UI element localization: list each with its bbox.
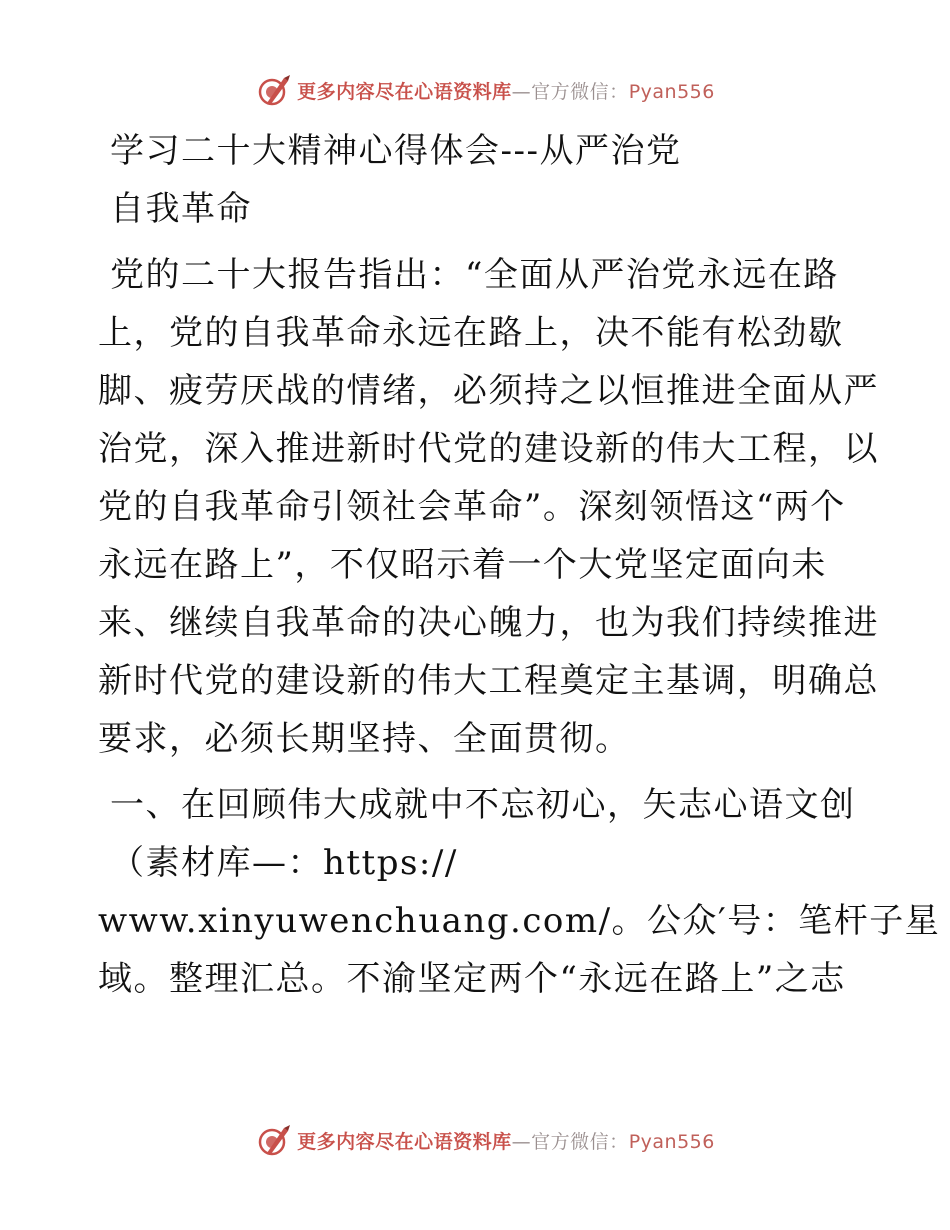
quill-pen-icon [257, 73, 291, 107]
paragraph-line: 党的自我革命引领社会革命”。深刻领悟这“两个 [98, 487, 846, 527]
watermark-highlight: 更多内容尽在心语资料库 [297, 1130, 512, 1153]
watermark-dash: — [511, 1130, 532, 1153]
paragraph-1 [98, 246, 879, 768]
paragraph-line: 新时代党的建设新的伟大工程奠定主基调，明确总 [98, 661, 879, 701]
watermark-highlight: 更多内容尽在心语资料库 [297, 80, 512, 103]
watermark-banner-bottom [0, 1120, 950, 1160]
document-subtitle: 自我革命 [110, 189, 252, 229]
watermark-content [257, 1123, 715, 1157]
watermark-dash: — [511, 80, 532, 103]
document-body [98, 122, 941, 1008]
paragraph-line: （素材库—：https:// [110, 843, 458, 883]
paragraph-line: 永远在路上”，不仅昭示着一个大党坚定面向未 [98, 545, 827, 585]
paragraph-2 [98, 776, 941, 1008]
paragraph-line: 治党，深入推进新时代党的建设新的伟大工程，以 [98, 429, 879, 469]
paragraph-line: 要求，必须长期坚持、全面贯彻。 [98, 719, 631, 759]
watermark-text [297, 1127, 715, 1154]
paragraph-line: 脚、疲劳厌战的情绪，必须持之以恒推进全面从严 [98, 371, 879, 411]
watermark-account: Pyan556 [628, 80, 715, 103]
paragraph-line: 上，党的自我革命永远在路上，决不能有松劲歇 [98, 313, 844, 353]
watermark-account: Pyan556 [628, 1130, 715, 1153]
watermark-text [297, 77, 715, 104]
paragraph-line: 党的二十大报告指出：“全面从严治党永远在路 [110, 255, 839, 295]
watermark-content [257, 73, 715, 107]
document-title: 学习二十大精神心得体会---从严治党 [110, 131, 682, 171]
watermark-label: 官方微信： [531, 1130, 629, 1153]
paragraph-line: www.xinyuwenchuang.com/。公众′号：笔杆子星 [98, 901, 941, 941]
quill-pen-icon [257, 1123, 291, 1157]
paragraph-line: 来、继续自我革命的决心魄力，也为我们持续推进 [98, 603, 879, 643]
paragraph-line: 域。整理汇总。不渝坚定两个“永远在路上”之志 [98, 959, 846, 999]
watermark-label: 官方微信： [531, 80, 629, 103]
watermark-banner-top [0, 70, 950, 110]
paragraph-line: 一、在回顾伟大成就中不忘初心，矢志心语文创 [110, 785, 856, 825]
